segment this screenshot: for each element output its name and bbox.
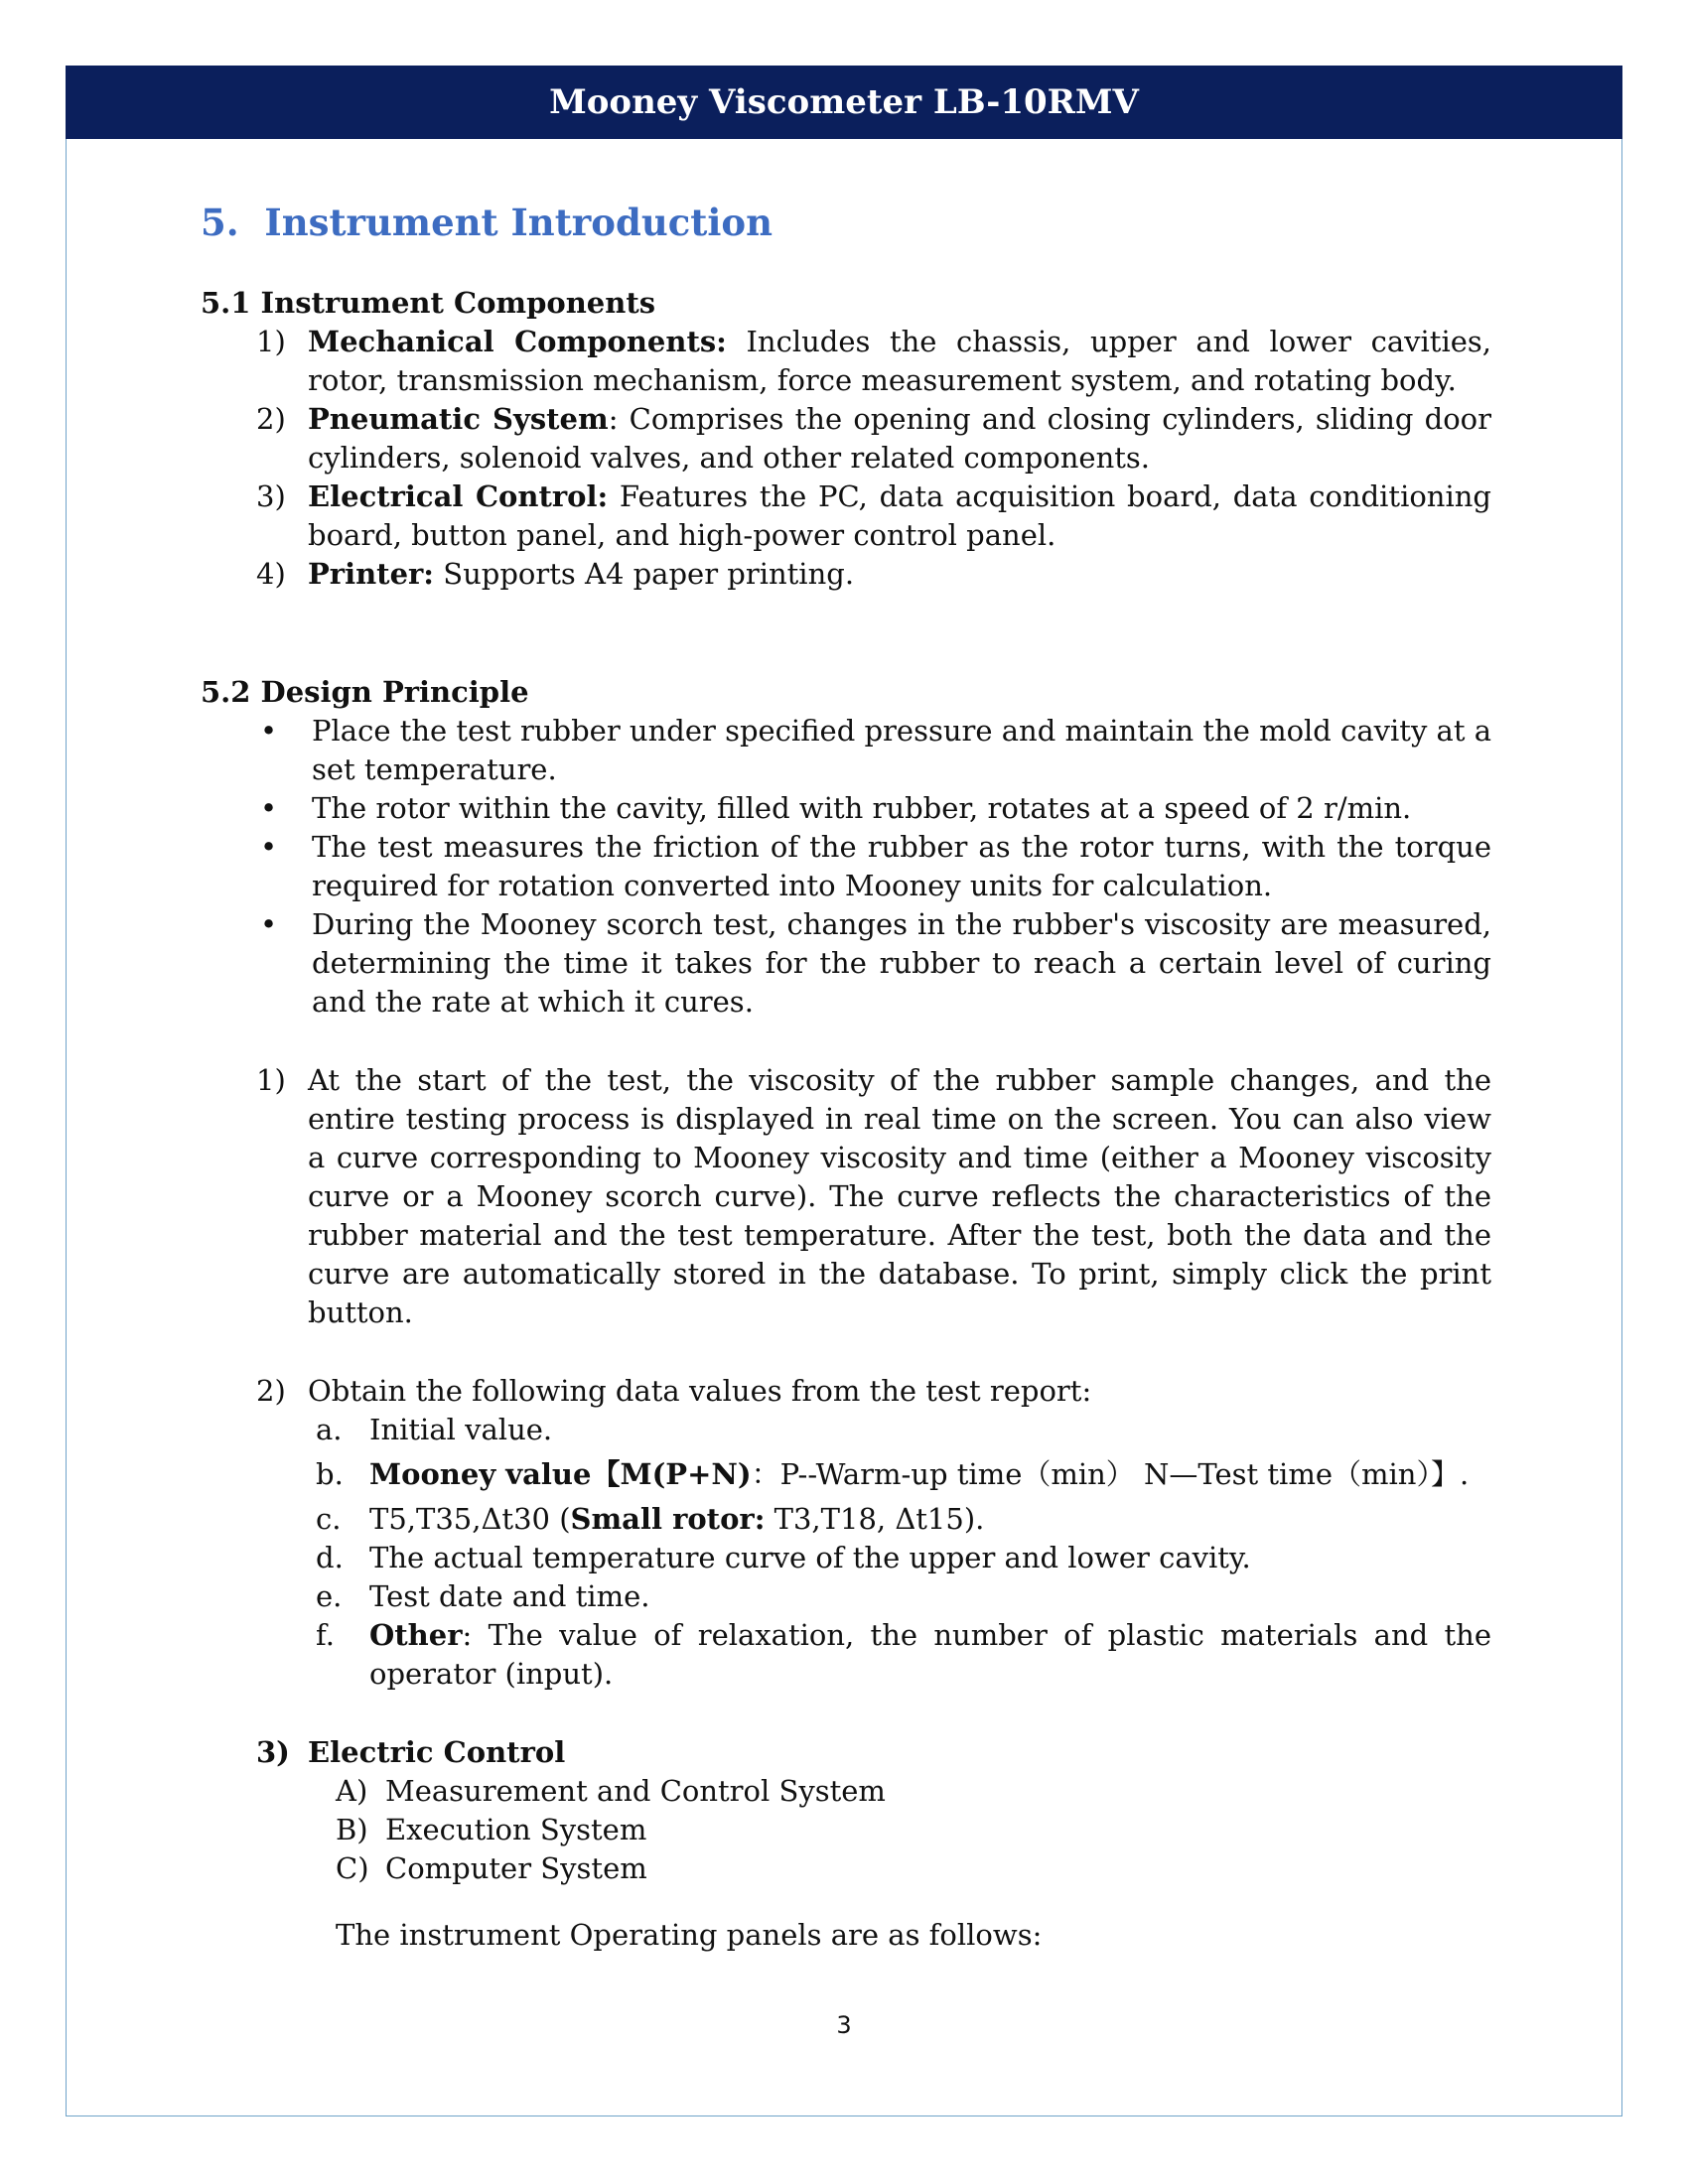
bullet-icon: • xyxy=(260,791,278,825)
principle-bullets xyxy=(201,712,1491,1022)
list-item: b. Mooney value【M(P+N)：P--Warm-up time（min） N—Test time（min）】. xyxy=(316,1457,1470,1491)
list-item: 3) Electrical Control: Features the PC, data acquisition board, data conditioning board, button panel, and high-power control panel. xyxy=(256,479,1491,552)
subsection-heading-5-1: 5.1 Instrument Components xyxy=(201,286,656,320)
bullet-icon: • xyxy=(260,830,278,864)
bullet-item: • The rotor within the cavity, filled with rubber, rotates at a speed of 2 r/min. xyxy=(256,789,1491,828)
bullet-item: • During the Mooney scorch test, changes in the rubber's viscosity are measured, determining the time it takes for the rubber to reach a certain level of curing and the rate at which it cures. xyxy=(256,905,1491,1022)
electric-control-heading: 3) Electric Control xyxy=(256,1735,566,1769)
list-item: d. The actual temperature curve of the upper and lower cavity. xyxy=(316,1541,1251,1574)
test-paragraph-2: 2) Obtain the following data values from the test report: xyxy=(256,1374,1092,1408)
components-list xyxy=(201,323,1491,594)
list-item: a. Initial value. xyxy=(316,1413,553,1446)
list-item: 2) Pneumatic System: Comprises the opening and closing cylinders, sliding door cylinders, solenoid valves, and other related components. xyxy=(256,402,1491,475)
section-title: Instrument Introduction xyxy=(264,201,773,244)
list-item: C) Computer System xyxy=(336,1851,647,1885)
list-item: A) Measurement and Control System xyxy=(336,1774,886,1808)
closing-text: The instrument Operating panels are as follows: xyxy=(336,1918,1043,1952)
bullet-item: • Place the test rubber under specified pressure and maintain the mold cavity at a set temperature. xyxy=(256,712,1491,789)
list-item: B) Execution System xyxy=(336,1813,647,1846)
data-values-list xyxy=(201,1411,1491,1694)
page-number: 3 xyxy=(836,2011,852,2039)
bullet-icon: • xyxy=(260,714,278,748)
list-item: 4) Printer: Supports A4 paper printing. xyxy=(256,557,855,591)
page-content xyxy=(201,169,1491,1955)
list-item: 1) Mechanical Components: Includes the chassis, upper and lower cavities, rotor, transmission mechanism, force measurement system, and rotating body. xyxy=(256,325,1491,397)
header-title: Mooney Viscometer LB-10RMV xyxy=(549,82,1139,122)
section-number: 5. xyxy=(201,201,239,244)
section-heading xyxy=(201,199,1491,246)
list-item: e. Test date and time. xyxy=(316,1579,650,1613)
bullet-item: • The test measures the friction of the rubber as the rotor turns, with the torque required for rotation converted into Mooney units for calculation. xyxy=(256,828,1491,905)
subsection-heading-5-2: 5.2 Design Principle xyxy=(201,675,529,709)
electric-control-list xyxy=(201,1772,1491,1888)
test-paragraph-1: 1) At the start of the test, the viscosity of the rubber sample changes, and the entire testing process is displayed in real time on the screen. You can also view a curve corresponding to Mooney viscosity and time (either a Mooney viscosity curve or a Mooney scorch curve). The curve reflects the characteristics of the rubber material and the test temperature. After the test, both the data and the curve are automatically stored in the database. To print, simply click the print button. xyxy=(256,1063,1491,1329)
list-item: f. Other: The value of relaxation, the number of plastic materials and the operator (input). xyxy=(316,1618,1491,1691)
list-item: c. T5,T35,Δt30 (Small rotor: T3,T18, Δt15). xyxy=(316,1502,985,1536)
header-banner xyxy=(66,66,1622,139)
bullet-icon: • xyxy=(260,907,278,941)
